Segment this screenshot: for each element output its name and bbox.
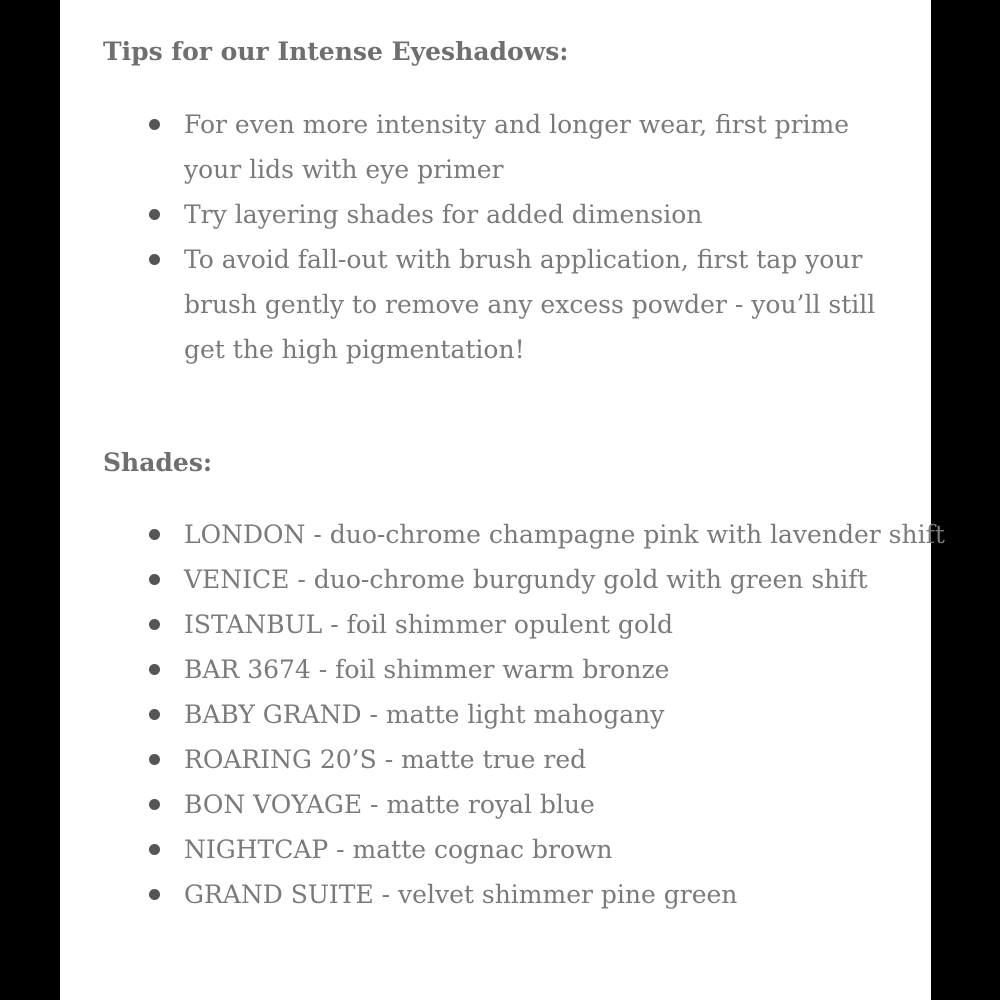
- shade-text: BON VOYAGE - matte royal blue: [184, 790, 595, 819]
- shade-text: GRAND SUITE - velvet shimmer pine green: [184, 880, 738, 909]
- bullet-icon: [149, 844, 160, 855]
- bullet-icon: [149, 209, 160, 220]
- bullet-icon: [149, 254, 160, 265]
- bullet-icon: [149, 799, 160, 810]
- bullet-icon: [149, 709, 160, 720]
- shades-list: [60, 512, 945, 917]
- shade-item: [60, 827, 931, 872]
- bullet-icon: [149, 574, 160, 585]
- shade-item: [60, 557, 931, 602]
- tip-text: To avoid fall-out with brush application, first tap your brush gently to remove any excess powder - you’ll still get the high pigmentation!: [184, 245, 876, 364]
- tip-item: [60, 192, 931, 237]
- tips-heading: Tips for our Intense Eyeshadows:: [103, 37, 569, 66]
- shade-item: [60, 737, 931, 782]
- tip-item: [60, 102, 931, 192]
- shade-item: [60, 647, 931, 692]
- shade-text: NIGHTCAP - matte cognac brown: [184, 835, 613, 864]
- shade-text: VENICE - duo-chrome burgundy gold with green shift: [184, 565, 868, 594]
- bullet-icon: [149, 664, 160, 675]
- shade-text: ROARING 20’S - matte true red: [184, 745, 587, 774]
- shade-text: ISTANBUL - foil shimmer opulent gold: [184, 610, 673, 639]
- shades-heading: Shades:: [103, 448, 213, 477]
- shade-item: [60, 872, 931, 917]
- shade-item: [60, 602, 931, 647]
- tip-item: [60, 237, 931, 372]
- shade-text: LONDON - duo-chrome champagne pink with lavender shift: [184, 520, 945, 549]
- content-page: [60, 0, 945, 1000]
- tips-list: [60, 102, 931, 372]
- shade-item: [60, 512, 945, 557]
- bullet-icon: [149, 754, 160, 765]
- bullet-icon: [149, 119, 160, 130]
- tip-text: Try layering shades for added dimension: [184, 200, 703, 229]
- tip-text: For even more intensity and longer wear, first prime your lids with eye primer: [184, 110, 850, 184]
- bullet-icon: [149, 619, 160, 630]
- bullet-icon: [149, 529, 160, 540]
- shade-item: [60, 692, 931, 737]
- shade-text: BABY GRAND - matte light mahogany: [184, 700, 665, 729]
- bullet-icon: [149, 889, 160, 900]
- shade-text: BAR 3674 - foil shimmer warm bronze: [184, 655, 670, 684]
- shade-item: [60, 782, 931, 827]
